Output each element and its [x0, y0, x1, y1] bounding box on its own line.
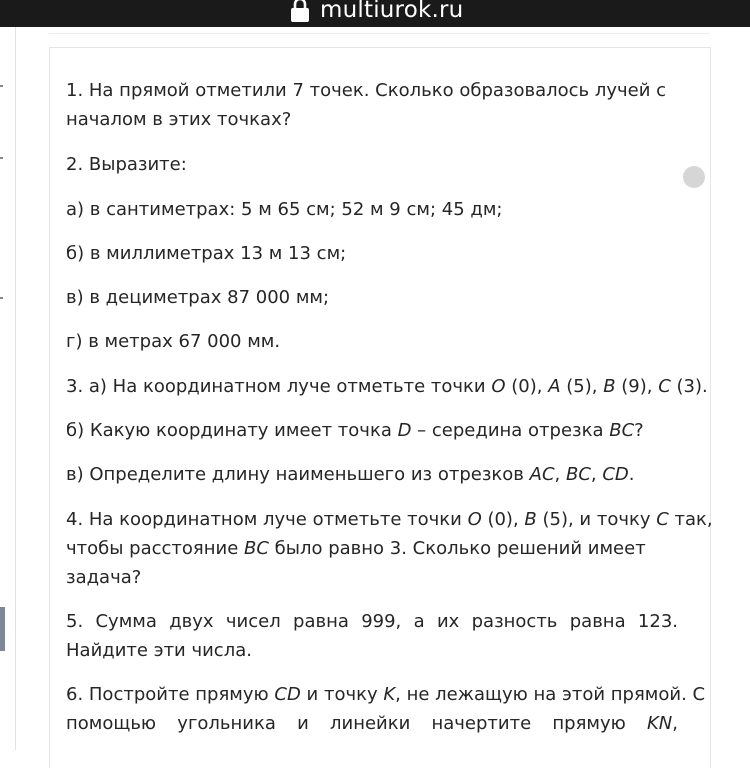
task-3-a — [66, 372, 708, 401]
point-label: C — [658, 376, 671, 397]
task-2-b: б) в миллиметрах 13 м 13 см; — [66, 243, 347, 264]
text: 3. а) На координатном луче отметьте точки — [66, 376, 492, 397]
header-divider — [49, 33, 709, 34]
url-text: multiurok.ru — [320, 0, 464, 23]
text: ? — [634, 420, 644, 441]
task-1-line-2: началом в этих точках? — [66, 109, 292, 130]
side-tab[interactable] — [0, 607, 5, 651]
text: в) Определите длину наименьшего из отрезков — [66, 464, 530, 485]
segment-label: BC — [244, 538, 269, 559]
text: б) Какую координату имеет точка — [66, 420, 398, 441]
text: , не лежащую на этой прямой. С — [395, 684, 706, 705]
task-1 — [66, 76, 678, 134]
point-label: O — [491, 376, 506, 397]
point-label: C — [656, 509, 669, 530]
text: было равно 3. Сколько решений имеет — [268, 538, 646, 559]
task-4-line-3: задача? — [66, 567, 142, 588]
gutter-mark — [0, 297, 3, 299]
text: 6. Постройте прямую — [66, 684, 275, 705]
task-4-line-1 — [66, 505, 713, 534]
text: (3). — [670, 376, 708, 397]
task-2-heading: 2. Выразите: — [66, 154, 187, 175]
point-label: K — [383, 684, 396, 705]
point-label: B — [524, 509, 537, 530]
segment-label: CD — [274, 684, 301, 705]
scrollbar-thumb[interactable] — [683, 166, 705, 188]
point-label: O — [467, 509, 482, 530]
browser-top-bar — [0, 0, 750, 27]
task-1-line-1: 1. На прямой отметили 7 точек. Сколько образовалось лучей с — [66, 80, 667, 101]
task-2-d: г) в метрах 67 000 мм. — [66, 331, 281, 352]
text: (0), — [505, 376, 549, 397]
point-label: B — [603, 376, 616, 397]
segment-label: AC — [529, 464, 555, 485]
task-5: 5. Сумма двух чисел равна 999, а их разность равна 123. Найдите эти числа. — [66, 611, 678, 661]
task-4 — [66, 505, 713, 592]
point-label: A — [548, 376, 561, 397]
gutter-mark — [0, 157, 3, 159]
task-2-c: в) в дециметрах 87 000 мм; — [66, 287, 330, 308]
task-6-line-2 — [66, 709, 678, 738]
text: – середина отрезка — [411, 420, 610, 441]
segment-label: CD — [602, 464, 629, 485]
text: чтобы расстояние — [66, 538, 245, 559]
gutter-mark — [0, 85, 3, 87]
text: и точку — [300, 684, 384, 705]
segment-label: KN — [646, 713, 673, 734]
task-4-line-2 — [66, 534, 678, 563]
segment-label: BC — [609, 420, 635, 441]
task-3-c — [66, 460, 678, 489]
point-label: D — [397, 420, 412, 441]
left-gutter — [0, 27, 16, 750]
gutter-divider — [15, 27, 16, 750]
text: , — [554, 464, 566, 485]
text: (9), — [615, 376, 659, 397]
text: так, — [668, 509, 713, 530]
task-3-b — [66, 416, 678, 445]
lock-icon — [290, 0, 310, 24]
segment-label: BC — [565, 464, 591, 485]
text: . — [628, 464, 635, 485]
text: (5), — [560, 376, 604, 397]
address-bar[interactable] — [290, 0, 463, 27]
text: 4. На координатном луче отметьте точки — [66, 509, 468, 530]
text: (5), и точку — [536, 509, 657, 530]
task-6-line-1 — [66, 680, 706, 709]
text: , — [672, 713, 678, 734]
text: (0), — [481, 509, 525, 530]
task-6 — [66, 680, 706, 738]
text: , — [590, 464, 603, 485]
task-2-a: а) в сантиметрах: 5 м 65 см; 52 м 9 см; 45 дм; — [66, 199, 503, 220]
text: помощью угольника и линейки начертите прямую — [66, 713, 647, 734]
